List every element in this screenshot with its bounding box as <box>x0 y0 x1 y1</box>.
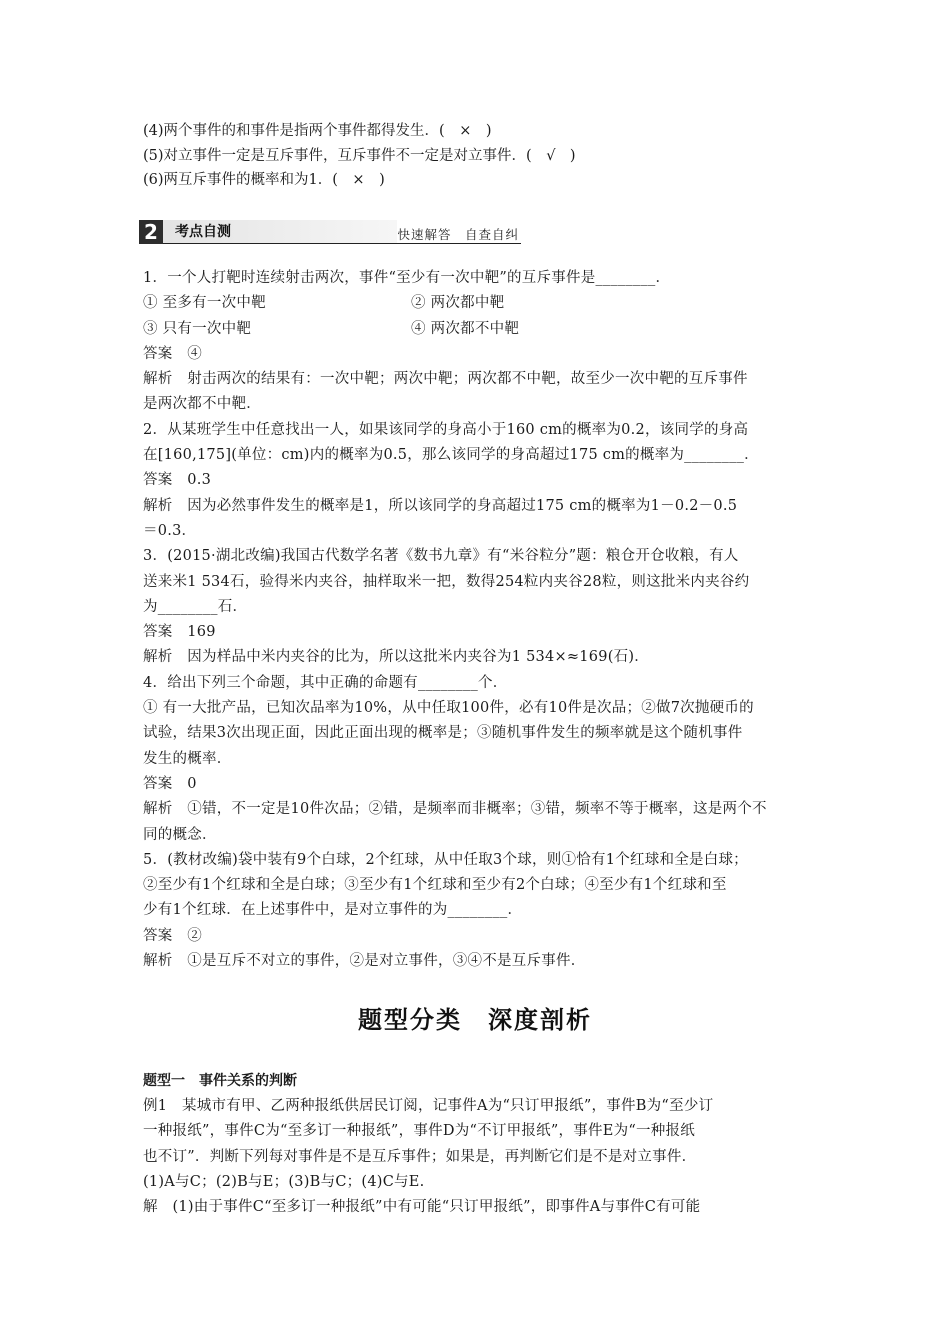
question-3 <box>143 544 813 670</box>
answer-line: 答案 ② <box>143 927 202 944</box>
question-stem: 为________石． <box>143 598 248 615</box>
answer-line: 答案 ④ <box>143 345 202 362</box>
option-2: ② 两次都中靶 <box>411 295 505 312</box>
question-2 <box>143 418 813 544</box>
banner-underline <box>163 243 521 244</box>
example-line: (1)A与C；(2)B与E；(3)B与C；(4)C与E. <box>143 1173 425 1190</box>
analysis-line: 解析 ①是互斥不对立的事件，②是对立事件，③④不是互斥事件． <box>143 953 586 970</box>
analysis-line: 解析 因为必然事件发生的概率是1，所以该同学的身高超过175 cm的概率为1－0.2－0.5 <box>143 497 738 514</box>
answer-line: 答案 0 <box>143 775 197 792</box>
question-stem: 5．(教材改编)袋中装有9个白球，2个红球，从中任取3个球，则①恰有1个红球和全是白球； <box>143 851 748 868</box>
question-4 <box>143 671 813 848</box>
question-stem: 4．给出下列三个命题，其中正确的命题有________个． <box>143 674 508 691</box>
option-1: ① 至多有一次中靶 <box>143 295 266 312</box>
judgement-item-5: (5)对立事件一定是互斥事件，互斥事件不一定是对立事件．( √ ) <box>143 147 576 164</box>
question-stem: 送来米1 534石，验得米内夹谷，抽样取米一把，数得254粒内夹谷28粒，则这批米内夹谷约 <box>143 573 750 590</box>
judgement-item-4: (4)两个事件的和事件是指两个事件都得发生．( × ) <box>143 123 492 139</box>
section-subtitle: 快速解答 自查自纠 <box>397 227 519 242</box>
judgement-items <box>143 119 813 193</box>
question-stem: 少有1个红球．在上述事件中，是对立事件的为________． <box>143 902 523 919</box>
option-row <box>143 317 813 342</box>
option-row <box>143 291 813 316</box>
question-stem: 1．一个人打靶时连续射击两次，事件“至少有一次中靶”的互斥事件是________． <box>143 270 671 286</box>
question-stem: 试验，结果3次出现正面，因此正面出现的概率是；③随机事件发生的频率就是这个随机事件 <box>143 725 743 742</box>
chapter-heading: 题型分类 深度剖析 <box>358 1006 592 1034</box>
example-1 <box>143 1094 813 1220</box>
analysis-line: 解析 因为样品中米内夹谷的比为，所以这批米内夹谷为1 534×≈169(石)． <box>143 649 650 666</box>
example-line: 例1 某城市有甲、乙两种报纸供居民订阅，记事件A为“只订甲报纸”，事件B为“至少订 <box>143 1098 714 1114</box>
analysis-line: 解析 射击两次的结果有：一次中靶；两次中靶；两次都不中靶，故至少一次中靶的互斥事件 <box>143 371 748 388</box>
question-stem: ②至少有1个红球和全是白球；③至少有1个红球和至少有2个白球；④至少有1个红球和至 <box>143 877 727 894</box>
question-stem: ① 有一大批产品，已知次品率为10%，从中任取100件，必有10件是次品；②做7次抛硬币的 <box>143 700 754 717</box>
analysis-line: 解析 ①错，不一定是10件次品；②错，是频率而非概率；③错，频率不等于概率，这是两个不 <box>143 801 767 818</box>
question-stem: 在[160,175](单位：cm)内的概率为0.5，那么该同学的身高超过175 cm的概率为________． <box>143 447 759 464</box>
answer-line: 答案 0.3 <box>143 472 212 489</box>
option-3: ③ 只有一次中靶 <box>143 320 252 337</box>
example-line: 一种报纸”，事件C为“至多订一种报纸”，事件D为“不订甲报纸”，事件E为“一种报纸 <box>143 1123 696 1140</box>
section-banner <box>139 217 521 247</box>
judgement-item-6: (6)两互斥事件的概率和为1．( × ) <box>143 172 385 188</box>
analysis-line: 是两次都不中靶． <box>143 396 261 413</box>
question-stem: 2．从某班学生中任意找出一人，如果该同学的身高小于160 cm的概率为0.2，该同学的身高 <box>143 421 749 438</box>
question-stem: 3．(2015·湖北改编)我国古代数学名著《数书九章》有“米谷粒分”题：粮仓开仓收粮，有人 <box>143 548 739 565</box>
analysis-line: 同的概念． <box>143 826 217 843</box>
solution-line: 解 (1)由于事件C“至多订一种报纸”中有可能“只订甲报纸”，即事件A与事件C有可能 <box>143 1199 701 1216</box>
question-1 <box>143 266 813 418</box>
section-number: 2 <box>139 220 163 244</box>
self-test-questions <box>143 266 813 974</box>
question-stem: 发生的概率． <box>143 750 232 767</box>
answer-line: 答案 169 <box>143 624 216 641</box>
option-4: ④ 两次都不中靶 <box>411 320 520 337</box>
question-5 <box>143 848 813 974</box>
analysis-line: ＝0.3． <box>143 522 197 539</box>
topic-subheading: 题型一 事件关系的判断 <box>143 1073 297 1089</box>
example-line: 也不订”．判断下列每对事件是不是互斥事件；如果是，再判断它们是不是对立事件． <box>143 1148 697 1165</box>
section-title: 考点自测 <box>175 224 231 240</box>
